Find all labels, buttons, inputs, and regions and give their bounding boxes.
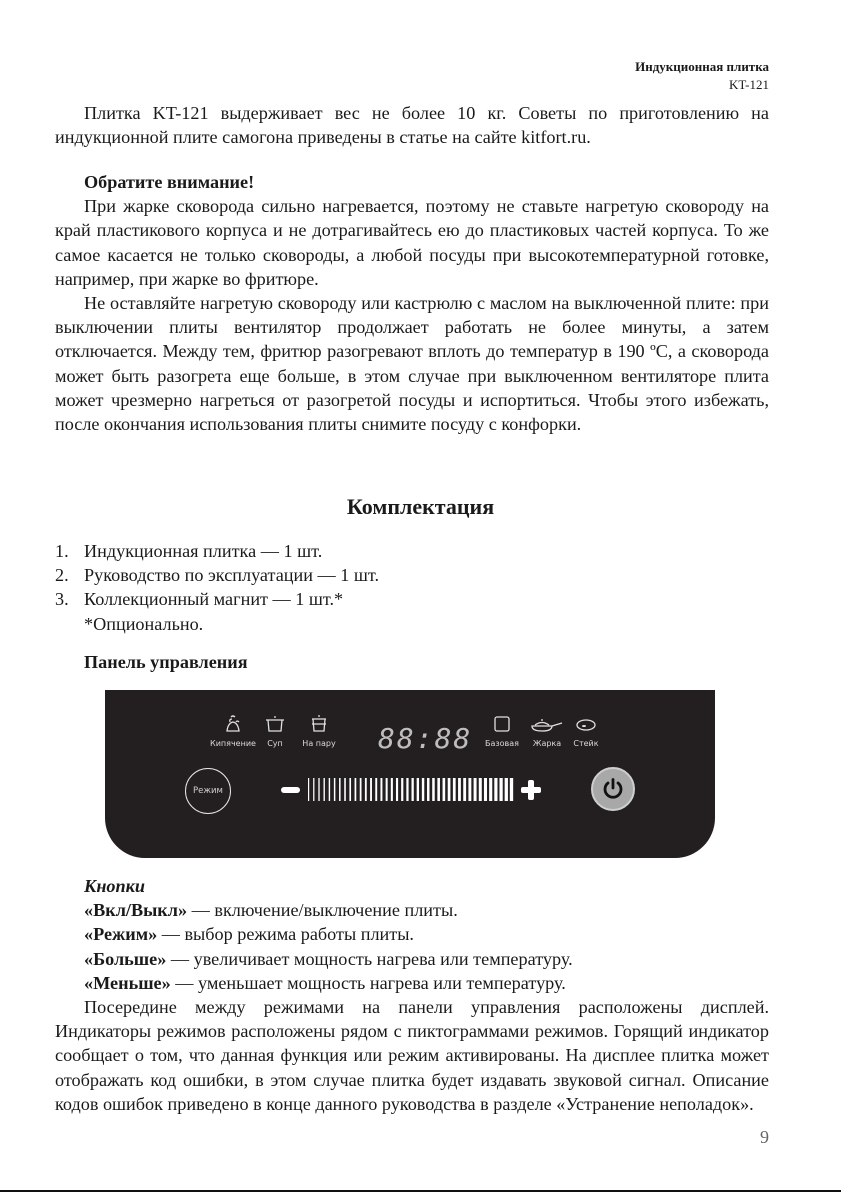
intro-paragraph: Плитка KT-121 выдерживает вес не более 10 кг. Советы по приготовлению на индукционной плите самогона приведены в статье на сайте kitfort.ru. [55, 103, 769, 148]
page-bottom-rule [0, 1190, 841, 1192]
button-name: «Вкл/Выкл» [84, 900, 188, 921]
power-level-tick [339, 778, 341, 801]
power-level-tick [479, 778, 482, 801]
power-level-tick [489, 778, 492, 801]
kit-list [55, 539, 379, 636]
power-button [591, 767, 635, 811]
list-item [55, 539, 379, 563]
button-desc-onoff [84, 898, 573, 922]
power-level-tick [324, 778, 325, 801]
power-level-tick [360, 778, 362, 801]
power-level-tick [349, 778, 351, 801]
running-header [635, 58, 769, 94]
steamer-icon [309, 714, 329, 734]
power-level-tick [380, 778, 382, 801]
page-number: 9 [760, 1127, 769, 1147]
power-level-tick [468, 778, 471, 801]
power-level-tick [417, 778, 419, 801]
button-desc-less [84, 971, 573, 995]
mode-label: На пару [302, 739, 336, 748]
power-level-tick [484, 778, 487, 801]
power-level-tick [334, 778, 335, 801]
power-level-tick [510, 778, 513, 801]
list-text: Коллекционный магнит — 1 шт.* [84, 589, 344, 610]
mode-button: Режим [185, 768, 231, 814]
seven-segment-display: 88:88 [378, 722, 473, 755]
square-icon [492, 714, 512, 734]
kit-heading: Комплектация [346, 494, 495, 519]
pot-icon [264, 714, 286, 734]
power-level-tick [422, 778, 424, 801]
power-level-tick [401, 778, 403, 801]
power-level-tick [443, 778, 446, 801]
button-description: — включение/выключение плиты. [187, 900, 458, 921]
list-text: Руководство по эксплуатации — 1 шт. [84, 565, 380, 586]
power-level-tick [391, 778, 393, 801]
minus-icon [281, 787, 300, 793]
power-level-tick [458, 778, 461, 801]
power-level-tick [386, 778, 388, 801]
list-item [55, 563, 379, 587]
warning-title: Обратите внимание! [84, 172, 255, 192]
power-level-bar [308, 778, 515, 801]
mode-label: Жарка [532, 739, 562, 748]
mode-label: Базовая [485, 739, 519, 748]
power-level-tick [448, 778, 451, 801]
buttons-heading: Кнопки [84, 876, 145, 896]
list-number: 1. [55, 541, 69, 561]
button-description: — выбор режима работы плиты. [157, 924, 414, 945]
display-block [55, 995, 769, 1116]
mode-steam [289, 714, 349, 748]
kettle-icon [223, 714, 243, 734]
plus-icon [521, 780, 541, 800]
header-model: KT-121 [729, 77, 769, 92]
power-level-tick [370, 778, 372, 801]
list-text: Индукционная плитка — 1 шт. [84, 541, 323, 561]
mode-label: Кипячение [210, 739, 256, 748]
list-number: 3. [55, 589, 69, 610]
steak-icon [575, 714, 597, 734]
button-description: — уменьшает мощность нагрева или температуру. [170, 972, 566, 993]
power-level-tick [499, 778, 502, 801]
power-level-tick [453, 778, 456, 801]
power-level-tick [505, 778, 508, 801]
list-number: 2. [55, 565, 69, 586]
power-level-tick [463, 778, 466, 801]
panel-heading: Панель управления [84, 652, 248, 672]
control-panel-illustration [105, 690, 715, 858]
power-level-tick [494, 778, 497, 801]
button-desc-more [84, 947, 573, 971]
button-name: «Режим» [84, 924, 158, 945]
mode-steak [556, 714, 616, 748]
buttons-section [84, 874, 573, 995]
power-level-tick [437, 778, 440, 801]
power-level-tick [329, 778, 330, 801]
list-note [55, 612, 379, 636]
power-level-tick [318, 778, 319, 801]
power-icon [601, 777, 625, 801]
display-paragraph: Посередине между режимами на панели управления расположены дисплей. Индикаторы режимов расположены рядом с пиктограммами режимов. Горящий индикатор сообщает о том, что данная функция или режим активированы. На дисплее плитка может отображать код ошибки, в этом случае плитка будет издавать звуковой сигнал. Описание кодов ошибок приведено в конце данного руководства в разделе «Устранение неполадок». [55, 997, 769, 1114]
power-level-tick [375, 778, 377, 801]
warning-paragraph-2: Не оставляйте нагретую сковороду или кастрюлю с маслом на выключенной плите: при выключении плиты вентилятор продолжает работать не более минуты, а затем отключается. Между тем, фритюр разогревают вплоть до температур в 190 ºC, а сковорода может быть разогрета еще больше, в этом случае при выключенном вентиляторе плита может чрезмерно нагреться от разогретой посуды и испортиться. Чтобы этого избежать, после окончания использования плиты снимите посуду с конфорки. [55, 293, 769, 435]
header-title: Индукционная плитка [635, 59, 769, 74]
power-level-tick [427, 778, 429, 801]
list-item [55, 587, 379, 611]
button-description: — увеличивает мощность нагрева или температуру. [166, 948, 573, 969]
warning-paragraph-1: При жарке сковорода сильно нагревается, поэтому не ставьте нагретую сковороду на край пластикового корпуса и не дотрагивайтесь ею до пластиковых частей корпуса. То же самое касается не только сковороды, а любой посуды при высокотемпературной готовке, например, при жарке во фритюре. [55, 196, 769, 289]
power-level-tick [365, 778, 367, 801]
button-name: «Больше» [84, 948, 167, 969]
power-level-tick [412, 778, 414, 801]
button-name: «Меньше» [84, 972, 171, 993]
power-level-tick [474, 778, 477, 801]
intro-block [55, 101, 769, 149]
button-desc-mode [84, 922, 573, 946]
power-level-tick [313, 778, 314, 801]
power-level-tick [355, 778, 357, 801]
power-level-tick [406, 778, 408, 801]
mode-label: Стейк [573, 739, 599, 748]
power-level-tick [396, 778, 398, 801]
warning-block [55, 170, 769, 436]
power-level-tick [308, 778, 309, 801]
note-text: *Опционально. [84, 613, 204, 634]
mode-label: Суп [267, 739, 283, 748]
power-level-tick [432, 778, 435, 801]
power-level-tick [344, 778, 346, 801]
